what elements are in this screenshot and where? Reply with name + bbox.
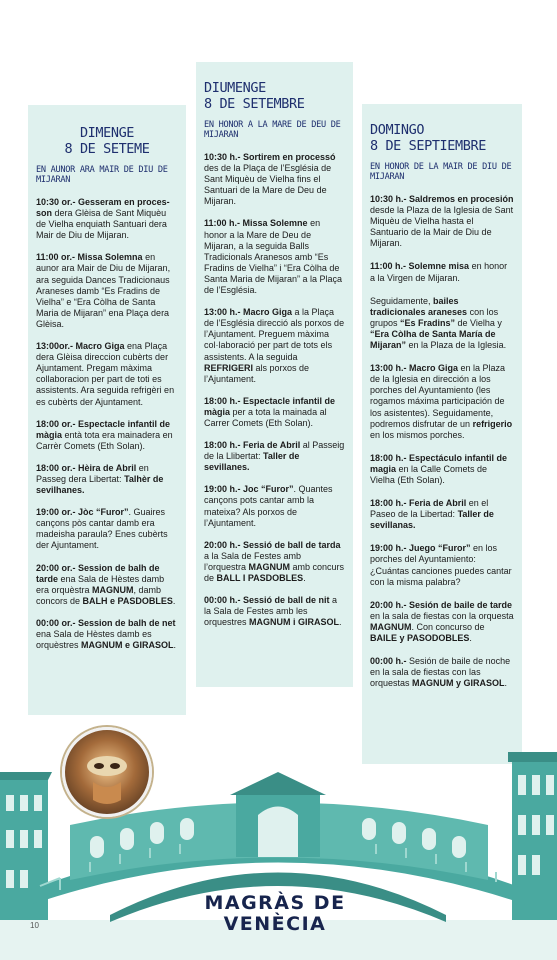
- event-text: en el Paseo de la Libertad:: [370, 498, 489, 520]
- event-text: . Quantes cançons pots cantar amb la mateixa? Als porxos de l’Ajuntament.: [204, 484, 333, 528]
- column-honor-subtitle: EN HONOR DE LA MAIR DE DIU DE MIJARAN: [370, 162, 512, 182]
- column-day-heading: [36, 105, 178, 157]
- event-item: [204, 595, 345, 628]
- event-item: [370, 363, 514, 441]
- page-number: 10: [30, 921, 39, 930]
- event-text: ena Sala de Hèstes damb era orquèstra: [36, 573, 165, 595]
- event-text: a la Sala de Festes amb l’orquestra: [204, 550, 302, 572]
- program-column-spanish: [362, 104, 522, 764]
- event-highlight: Juego “Furor”: [406, 543, 471, 554]
- event-highlight: Sesión de baile de tarde: [406, 599, 513, 610]
- event-time: 11:00 h.-: [204, 218, 241, 229]
- event-item: [204, 152, 345, 207]
- program-column-aranese: [28, 105, 186, 715]
- event-time: 13:00 h.-: [370, 363, 407, 374]
- event-item: [204, 307, 345, 385]
- event-time: 00:00 h.-: [204, 595, 241, 606]
- event-time: 10:30 or.-: [36, 197, 76, 207]
- event-item: [36, 419, 178, 452]
- event-highlight: Joc “Furor”: [240, 484, 294, 495]
- event-time: 19:00 or.-: [36, 507, 76, 518]
- day-name: DIUMENGE: [204, 80, 266, 96]
- event-text: en honor a la Mare de Deu de Mijaran, a la seguida Balls Tradicionals Aranesos amb “Es Fradins de Vielha” i “Era Còlha de Santa Maria de Mijaran” a la Plaça de l’Església.: [204, 218, 343, 296]
- event-text: .: [339, 617, 342, 628]
- event-highlight: Espectacle infantil de màgia: [204, 395, 336, 417]
- event-highlight: Feria de Abril: [240, 440, 301, 451]
- event-item: [370, 296, 514, 351]
- event-time: 18:00 or.-: [36, 462, 76, 473]
- event-text: .: [172, 595, 176, 606]
- event-highlight: Macro Giga: [406, 363, 459, 374]
- event-time: 13:00 h.-: [204, 307, 241, 318]
- event-highlight: Talhèr de sevilhanes.: [36, 473, 164, 496]
- event-highlight: REFRIGERI: [204, 362, 254, 373]
- event-highlight: Missa Solemne: [240, 218, 308, 229]
- event-item: [204, 540, 345, 584]
- event-highlight: Saldremos en procesión: [406, 194, 514, 204]
- event-text: en honor a la Virgen de Mijaran.: [370, 261, 508, 283]
- event-text: amb concurs de: [204, 561, 345, 583]
- event-text: .: [469, 633, 472, 643]
- event-highlight: MAGNUM y GIRASOL: [412, 678, 505, 689]
- event-text: .: [303, 573, 306, 583]
- event-text: ena Plaça dera Glèisa direccion cubèrts der Ajuntament. Pregam màxima collaboracion per part de toti es assistents. Ara seguida refrigèri en es cubèrts der Ajuntament.: [36, 341, 175, 407]
- event-highlight: Sessió de ball de nit: [240, 595, 330, 606]
- event-time: 18:00 h.-: [204, 395, 241, 406]
- event-highlight: “Es Fradins”: [400, 317, 456, 328]
- event-highlight: Session de balh de tarde: [36, 562, 160, 584]
- event-text: en la Calle Comets de Vielha (Eth Solan).: [370, 463, 488, 485]
- event-item: [204, 440, 345, 473]
- event-item: [36, 563, 178, 607]
- event-time: 19:00 h.-: [204, 484, 241, 495]
- event-highlight: MAGNUM: [92, 584, 134, 595]
- event-title-line2: VENÈCIA: [223, 913, 327, 935]
- event-highlight: MAGNUM: [370, 621, 412, 632]
- event-text: .: [504, 678, 508, 689]
- event-item: [36, 618, 178, 651]
- event-highlight: MAGNUM: [248, 561, 291, 572]
- event-time: 20:00 h.-: [370, 599, 407, 610]
- event-highlight: Taller de sevillanes.: [204, 451, 300, 473]
- column-honor-subtitle: EN HONOR A LA MARE DE DEU DE MIJARAN: [204, 120, 341, 140]
- day-name: DOMINGO: [370, 122, 425, 138]
- day-date: 8 DE SEPTIEMBRE: [370, 138, 486, 154]
- event-text: entà tota era mainadera en Carrèr Comets (Eth Solan).: [36, 429, 173, 451]
- event-text: , damb concors de: [36, 584, 162, 606]
- event-highlight: Feria de Abril: [406, 498, 467, 509]
- event-highlight: Taller de sevillanas.: [370, 509, 494, 531]
- event-highlight: Espectáculo infantil de magia: [370, 452, 508, 474]
- event-item: [370, 453, 514, 486]
- day-name: DIMENGE: [79, 125, 135, 141]
- event-highlight: Espectacle infantil de màgia: [36, 418, 171, 440]
- event-text: des de la Plaça de l’Església de Sant Miquèu de Vielha fins el Santuari de la Mare de Deu de Mijaran.: [204, 163, 332, 207]
- event-text: en aunor ara Mair de Diu de Mijaran, ara seguida Dances Tradicionaus Araneses damb “Es Fradins de Vielha” e “Era Còlha de Santa Maria de Mijaran” ena Plaça dera Glèisa.: [36, 252, 171, 329]
- day-date: 8 DE SETEMBRE: [204, 96, 305, 112]
- event-item: [204, 396, 345, 429]
- event-item: [370, 261, 514, 283]
- event-item: [36, 197, 178, 241]
- event-text: . Guaires cançons pòs cantar damb era madeisha paraula? Enes cubèrts der Ajuntament.: [36, 507, 168, 551]
- event-text: .: [173, 640, 177, 651]
- event-text: a la Sala de Festes amb les orquestres: [204, 595, 338, 628]
- event-item: [370, 498, 514, 531]
- event-highlight: refrigerio: [472, 418, 513, 429]
- event-text: en la sala de fiestas con la orquesta: [370, 610, 514, 621]
- event-highlight: Session de balh de net: [75, 617, 176, 628]
- event-item: [370, 600, 514, 644]
- event-time: 10:30 h.-: [370, 194, 407, 204]
- event-time: 18:00 h.-: [204, 440, 241, 451]
- event-highlight: BALL I PASDOBLES: [216, 573, 304, 583]
- event-text: a la Plaça de l’Església direcció als porxos de l’Ajuntament. Preguem màxima col·laboració per part de tots els assistents. A la seguida: [204, 307, 345, 362]
- event-item: [36, 252, 178, 330]
- event-text: Seguidamente,: [370, 295, 434, 306]
- event-highlight: Jòc “Furor”: [75, 507, 129, 518]
- event-highlight: Macro Giga: [73, 341, 125, 352]
- event-text: en la Plaza de la Iglesia en dirección a los porches del Ayuntamiento (les rogamos máxima participación de los asistentes). Seguidamente, podremos disfrutar de un: [370, 363, 506, 429]
- event-highlight: MAGNUM i GIRASOL: [249, 617, 340, 628]
- event-time: 18:00 h.-: [370, 498, 407, 509]
- event-text: en los porches del Ayuntamiento: ¿Cuántas canciones puedes cantar con la misma palabra?: [370, 543, 512, 587]
- event-highlight: Missa Solemna: [75, 252, 143, 263]
- event-highlight: Solemne misa: [406, 261, 470, 272]
- events-list: [36, 197, 178, 651]
- event-item: [204, 218, 345, 296]
- event-time: 00:00 h.-: [370, 656, 407, 667]
- event-text: ena Sala de Hèstes damb es orquèstres: [36, 629, 152, 651]
- event-time: 10:30 h.-: [204, 152, 241, 162]
- event-item: [204, 484, 345, 528]
- event-time: 20:00 h.-: [204, 539, 241, 550]
- event-text: de Vielha y: [455, 317, 502, 328]
- event-time: 19:00 h.-: [370, 543, 407, 554]
- carnival-mask-portrait-image: [62, 727, 152, 817]
- event-text: . Con concurso de: [411, 621, 485, 632]
- mask-icon: [65, 730, 149, 814]
- event-highlight: Sortirem en processó: [240, 152, 336, 162]
- event-highlight: “Era Còlha de Santa María de Mijaran”: [370, 328, 496, 351]
- event-text: en Passeg dera Libertat:: [36, 462, 149, 484]
- event-text: als porxos de l’Ajuntament.: [204, 362, 310, 384]
- event-highlight: Sessió de ball de tarda: [240, 539, 341, 550]
- event-text: dera Glèisa de Sant Miquèu de Vielha enquiath Santuari dera Mair de Diu de Mijaran.: [36, 208, 167, 241]
- program-column-catalan: [196, 62, 353, 687]
- event-text: per a tota la mainada al Carrer Comets (Eth Solan).: [204, 406, 327, 428]
- event-time: 11:00 h.-: [370, 261, 407, 272]
- event-time: 18:00 h.-: [370, 452, 407, 463]
- event-text: con los grupos: [370, 306, 499, 328]
- event-title-line1: MAGRÀS DE: [204, 892, 346, 914]
- event-text: en los mismos porches.: [370, 429, 465, 440]
- event-item: [370, 194, 514, 249]
- event-time: 18:00 or.-: [36, 418, 76, 429]
- event-text: desde la Plaza de la Iglesia de Sant Miquèu de Vielha hasta el Santuario de la Mair de Diu de Mijaran.: [370, 205, 514, 249]
- column-day-heading: [370, 104, 514, 154]
- event-text: Sesión de baile de noche en la sala de fiestas con las orquestas: [370, 656, 511, 689]
- event-highlight: MAGNUM e GIRASOL: [81, 640, 174, 651]
- event-highlight: BAILE y PASODOBLES: [370, 633, 470, 643]
- event-highlight: Macro Giga: [240, 307, 293, 318]
- bridge-portico-illustration: [230, 772, 326, 857]
- event-item: [36, 341, 178, 408]
- event-highlight: BALH e PASDOBLES: [82, 595, 173, 606]
- event-item: [36, 463, 178, 496]
- column-day-heading: [204, 62, 345, 112]
- event-time: 11:00 or.-: [36, 252, 76, 263]
- event-item: [36, 507, 178, 551]
- event-time: 13:00or.-: [36, 341, 74, 352]
- event-text: al Passeig de la Llibertat:: [204, 440, 345, 462]
- events-list: [204, 152, 345, 628]
- event-highlight: Hèira de Abril: [75, 462, 137, 473]
- event-time: 00:00 or.-: [36, 617, 76, 628]
- events-list: [370, 194, 514, 689]
- day-date: 8 DE SETEME: [64, 141, 150, 157]
- event-highlight: bailes tradicionales araneses: [370, 295, 468, 317]
- event-highlight: Gesseram en proces-son: [36, 197, 170, 219]
- event-item: [370, 656, 514, 689]
- event-time: 20:00 or.-: [36, 562, 76, 573]
- event-title: [170, 893, 380, 935]
- event-text: en la Plaza de la Iglesia.: [406, 340, 507, 351]
- column-honor-subtitle: EN AUNOR ARA MAIR DE DIU DE MIJARAN: [36, 165, 168, 185]
- event-item: [370, 543, 514, 587]
